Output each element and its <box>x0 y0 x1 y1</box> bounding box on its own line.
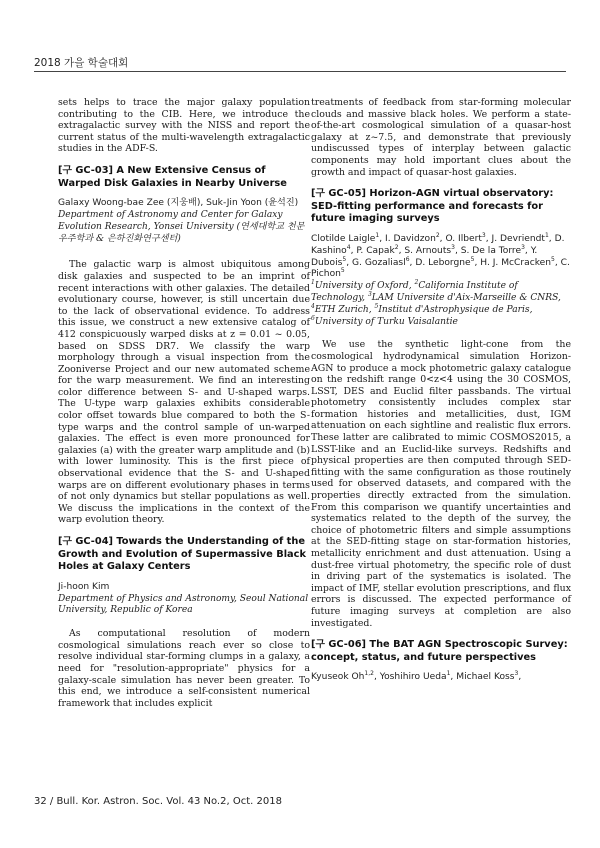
intro-paragraph: sets helps to trace the major galaxy population contributing to the CIB. Here, we introduce the extragalactic survey with the NISS and report the current status of the multi-wavelength extragalactic studies in the ADF-S. <box>58 97 310 155</box>
author-affil-mark: 3 <box>521 243 525 251</box>
page-footer: 32 / Bull. Kor. Astron. Soc. Vol. 43 No.2, Oct. 2018 <box>34 796 282 807</box>
affil-mark: 4 <box>311 302 315 310</box>
gc05-affiliation <box>311 281 571 328</box>
author-separator: , <box>548 233 555 244</box>
author-separator: , <box>518 672 522 683</box>
author-affil-mark: 1 <box>544 231 549 239</box>
author-affil-mark: 5 <box>470 255 475 263</box>
author-separator: , <box>485 233 492 244</box>
affil-mark: 1 <box>311 279 315 287</box>
author-name: Kyuseok Oh <box>311 672 365 683</box>
running-header: 2018 가을 학술대회 <box>34 57 129 69</box>
gc06-authors <box>311 672 571 684</box>
gc04-abstract: As computational resolution of modern cosmological simulations reach ever so close to resolve individual star-forming clumps in a galaxy, a need for "resolution-appropriate" physics for a galaxy-scale simulation has never been greater. To this end, we introduce a self-consistent numerical framework that includes explicit <box>58 628 310 709</box>
author-separator: , <box>346 257 352 268</box>
left-column <box>58 97 310 713</box>
author-name: G. Gozaliasl <box>352 257 406 268</box>
author-name: P. Capak <box>356 245 395 256</box>
gc03-title: [구 GC-03] A New Extensive Census of Warped Disk Galaxies in Nearby Universe <box>58 164 287 189</box>
gc03-affiliation: Department of Astronomy and Center for Galaxy Evolution Research, Yonsei University (연세대학교 천문우주학과 & 은하진화연구센터) <box>58 209 305 244</box>
author-name: O. Ilbert <box>445 233 482 244</box>
author-name: D. Kashino <box>311 233 565 256</box>
affil-mark: 2 <box>414 279 419 287</box>
right-column <box>311 97 571 684</box>
author-affil-mark: 3 <box>451 243 455 251</box>
author-separator: , <box>373 672 380 683</box>
author-name: I. Davidzon <box>385 233 436 244</box>
author-separator: , <box>554 257 561 268</box>
author-affil-mark: 5 <box>342 255 347 263</box>
gc06-title: [구 GC-06] The BAT AGN Spectroscopic Survey: concept, status, and future perspectives <box>311 639 568 663</box>
author-affil-mark: 1,2 <box>364 670 374 678</box>
author-separator: , <box>350 245 357 256</box>
author-affil-mark: 2 <box>394 243 399 251</box>
affil-mark: 5 <box>374 302 379 310</box>
gc05-title: [구 GC-05] Horizon-AGN virtual observatory: SED-fitting performance and forecasts for future imaging surveys <box>311 188 554 225</box>
affil-text: California Institute of Technology, <box>311 281 518 303</box>
gc04-authors: Ji-hoon Kim <box>58 581 110 592</box>
author-affil-mark: 6 <box>405 255 410 263</box>
author-affil-mark: 2 <box>435 231 440 239</box>
affil-text: University of Oxford, <box>314 281 415 292</box>
gc05-authors <box>311 231 571 281</box>
affil-text: University of Turku Vaisalantie <box>314 316 458 327</box>
author-affil-mark: 4 <box>346 243 351 251</box>
affil-text: LAM Universite d'Aix-Marseille & CNRS, <box>371 292 561 303</box>
author-name: J. Devriendt <box>491 233 545 244</box>
author-name: S. Arnouts <box>404 245 452 256</box>
gc05-abstract: We use the synthetic light-cone from the cosmological hydrodynamical simulation Horizon-AGN to produce a mock photometric galaxy catalogue on the redshift range 0<z<4 using the 30 COSMOS, LSST, DES and Euclid filter passbands. The virtual photometry consistently includes complex star formation histories and metallicities, dust, IGM attenuation on each sightline and realistic flux errors. These latter are calibrated to mimic COSMOS2015, a LSST-like and an Euclid-like surveys. Redshifts and physical properties are then computed through SED-fitting with the same configuration as those routinely used for observed datasets, and compared with the properties directly extracted from the simulation. From this comparison we quantify uncertainties and systematics related to the depth of the survey, the choice of photometric filters and simple assumptions at the SED-fitting stage on star-formation histories, metallicity enrichment and dust attenuation. Using a dust-free virtual photometry, the specific role of dust in driving part of the systematics is isolated. The impact of IMF, stellar evolution prescriptions, and flux errors is discussed. The expected performance of future imaging surveys at completion are also investigated. <box>311 339 571 629</box>
affil-text: Institut d'Astrophysique de Paris, <box>378 304 533 315</box>
author-name: C. Pichon <box>311 257 570 280</box>
author-separator: , <box>454 245 461 256</box>
author-affil-mark: 5 <box>551 255 555 263</box>
author-affil-mark: 5 <box>340 267 345 275</box>
author-affil-mark: 3 <box>514 670 519 678</box>
gc03-abstract: The galactic warp is almost ubiquitous among disk galaxies and suspected to be an imprint of recent interactions with other galaxies. The detailed evolutionary course, however, is still uncertain due to the lack of observational evidence. To address this issue, we construct a new extensive catalog of 412 conspicuously warped disks at z = 0.01 ~ 0.05, based on SDSS DR7. We classify the warp morphology through a visual inspection from the Zooniverse Project and our new automated scheme for the warp measurement. We find an interesting color difference between S- and U-shaped warps. The U-type warp galaxies exhibits considerable color offset towards blue compared to both the S-type warps and the control sample of un-warped galaxies. The effect is even more pronounced for galaxies (a) with the greater warp amplitude and (b) with lower luminosity. This is the first piece of observational evidence that the S- and U-shaped warps are on different evolutionary phases in terms of not only dynamics but stellar populations as well. We discuss the implications in the context of the warp evolution theory. <box>58 259 310 526</box>
author-separator: , <box>474 257 481 268</box>
author-name: Y. Dubois <box>311 245 538 268</box>
gc04-title: [구 GC-04] Towards the Understanding of the Growth and Evolution of Supermassive Black Holes at Galaxy Centers <box>58 536 306 573</box>
author-separator: , <box>524 245 531 256</box>
author-name: D. Leborgne <box>415 257 471 268</box>
author-name: Michael Koss <box>456 672 515 683</box>
author-affil-mark: 1 <box>375 231 380 239</box>
gc04-affiliation: Department of Physics and Astronomy, Seoul National University, Republic of Korea <box>58 593 309 616</box>
author-name: H. J. McCracken <box>480 257 552 268</box>
author-name: Clotilde Laigle <box>311 233 376 244</box>
affil-mark: 3 <box>367 290 372 298</box>
affil-text: ETH Zurich, <box>314 304 375 315</box>
gc04-continuation: treatments of feedback from star-forming molecular clouds and massive black holes. We perform a state-of-the-art cosmological simulation of a quasar-host galaxy at z~7.5, and demonstrate that previously undiscussed types of interplay between galactic components may hold important clues about the growth and impact of quasar-host galaxies. <box>311 97 571 178</box>
author-name: S. De la Torre <box>460 245 522 256</box>
author-separator: , <box>398 245 405 256</box>
header-rule <box>34 71 566 72</box>
author-affil-mark: 3 <box>481 231 486 239</box>
gc03-authors: Galaxy Woong-bae Zee (지웅배), Suk-Jin Yoon (윤석진) <box>58 198 299 209</box>
author-separator: , <box>450 672 457 683</box>
author-affil-mark: 1 <box>446 670 451 678</box>
author-separator: , <box>409 257 416 268</box>
author-separator: , <box>439 233 446 244</box>
author-name: Yoshihiro Ueda <box>379 672 447 683</box>
author-separator: , <box>379 233 386 244</box>
affil-mark: 6 <box>311 314 315 322</box>
